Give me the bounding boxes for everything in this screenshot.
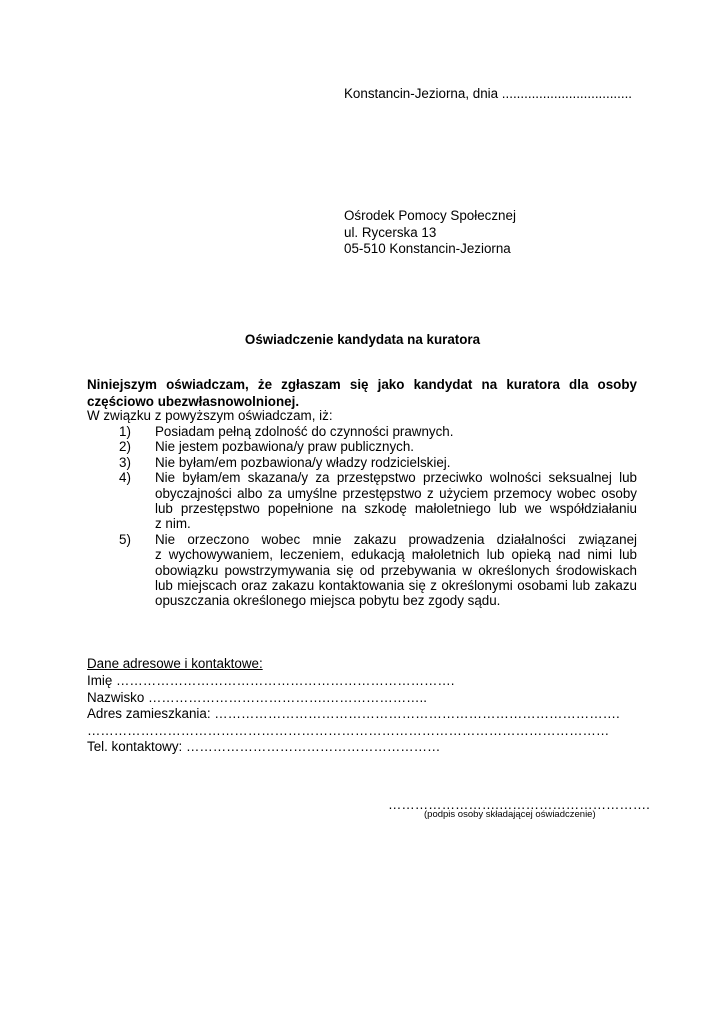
list-item-text: Nie jestem pozbawiona/y praw publicznych.: [155, 439, 415, 455]
list-item: [87, 470, 637, 532]
list-item-number: 4): [119, 470, 131, 486]
declaration-intro: W związku z powyższym oświadczam, iż:: [87, 408, 333, 423]
declaration-line: Niniejszym oświadczam, że zgłaszam się jako kandydat na kuratora dla osoby: [87, 377, 637, 392]
document-title: Oświadczenie kandydata na kuratora: [244, 332, 481, 347]
list-item: [87, 455, 637, 470]
first-name-field: Imię ………………………………………………………………….: [87, 673, 455, 688]
list-item-number: 3): [119, 454, 131, 470]
list-item: [87, 439, 637, 454]
declaration-statement: [87, 377, 637, 410]
list-item-text: Nie orzeczono wobec mnie zakazu prowadzenia działalności związanej: [155, 531, 637, 547]
list-item-text: obowiązku powstrzymywania się od przebywania w określonych środowiskach: [155, 562, 637, 578]
list-item-text: Nie byłam/em pozbawiona/y władzy rodzicielskiej.: [155, 454, 451, 470]
list-item-text: opuszczania określonego miejsca pobytu bez zgody sądu.: [155, 593, 501, 609]
address-continuation-field: ………………………………………………………………………………………………………: [87, 722, 610, 738]
list-item-text: Nie byłam/em skazana/y za przestępstwo przeciwko wolności seksualnej lub: [155, 470, 637, 486]
place-date-line: Konstancin-Jeziorna, dnia ...................................: [344, 86, 633, 101]
list-item-number: 2): [119, 439, 131, 455]
list-item: [87, 424, 637, 439]
list-item-text: z nim.: [155, 516, 191, 532]
list-item: [87, 532, 637, 609]
recipient-street: ul. Rycerska 13: [344, 224, 437, 240]
phone-field: Tel. kontaktowy: …………………………………………………: [87, 739, 441, 754]
recipient-name: Ośrodek Pomocy Społecznej: [344, 208, 516, 223]
list-item-number: 1): [119, 424, 131, 439]
signature-line: …………………….…………………………….: [388, 797, 650, 812]
contact-section-title: Dane adresowe i kontaktowe:: [87, 656, 263, 671]
declaration-line: częściowo ubezwłasnowolnionej.: [87, 393, 300, 409]
last-name-field: Nazwisko ………………………………….…………………..: [87, 689, 427, 705]
list-item-text: lub miejscach oraz zakazu kontaktowania się z określonymi osobami lub zakazu: [155, 578, 637, 594]
contact-section: [87, 673, 620, 756]
list-item-text: lub przestępstwo popełnione na szkodę małoletniego lub we współdziałaniu: [155, 501, 637, 517]
list-item-text: Posiadam pełną zdolność do czynności prawnych.: [155, 424, 454, 439]
list-item-number: 5): [119, 531, 131, 547]
declaration-list: [87, 424, 637, 609]
signature-caption: (podpis osoby składającej oświadczenie): [424, 809, 596, 820]
address-field: Adres zamieszkania: ……………………………………………………………………………….: [87, 706, 620, 721]
recipient-city: 05-510 Konstancin-Jeziorna: [344, 241, 511, 256]
recipient-address: [344, 208, 516, 258]
list-item-text: z wychowywaniem, leczeniem, edukacją małoletnich lub opieką nad nimi lub: [155, 547, 637, 563]
list-item-text: obyczajności albo za umyślne przestępstwo z użyciem przemocy wobec osoby: [155, 485, 637, 501]
